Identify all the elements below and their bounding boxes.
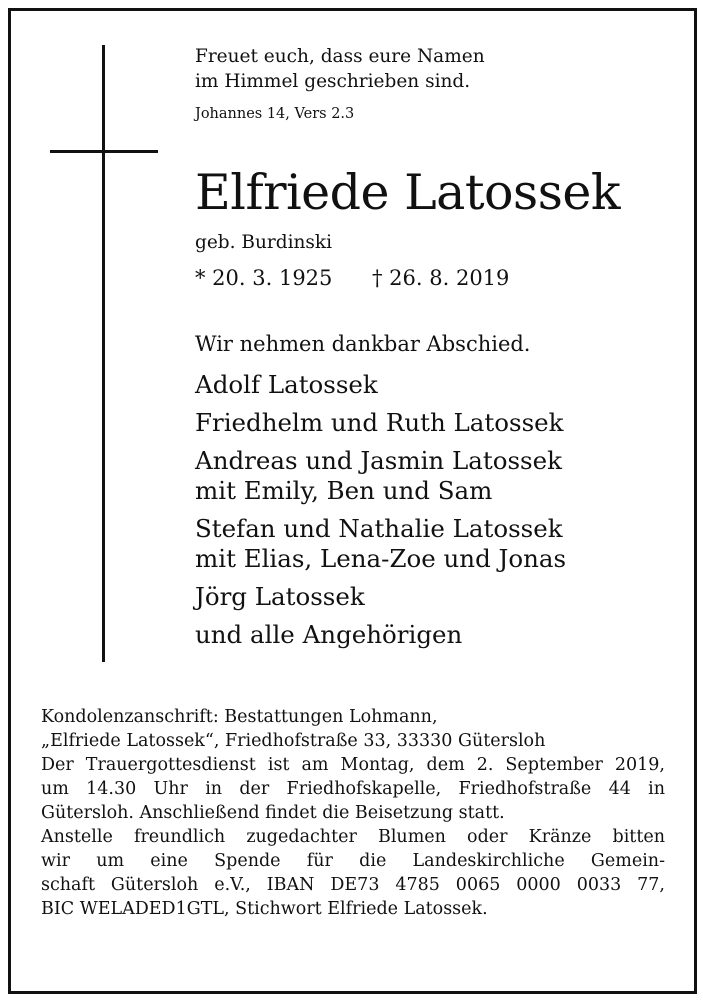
- death-date: † 26. 8. 2019: [372, 266, 510, 290]
- mourner-line: Friedhelm und Ruth Latossek: [195, 408, 564, 437]
- note-line: Anstelle freundlich zugedachter Blumen oder Kränze bitten: [41, 827, 665, 847]
- mourner-line: Andreas und Jasmin Latossek: [195, 446, 562, 475]
- farewell-text: Wir nehmen dankbar Abschied.: [195, 332, 531, 356]
- mourner-line: und alle Angehörigen: [195, 620, 463, 649]
- note-line: schaft Gütersloh e.V., IBAN DE73 4785 0065 0000 0033 77,: [41, 875, 665, 895]
- mourner-line: Adolf Latossek: [195, 370, 378, 399]
- bible-verse: [195, 44, 485, 94]
- service-info: [41, 753, 665, 825]
- notes-section: [41, 705, 665, 921]
- verse-line: im Himmel geschrieben sind.: [195, 71, 471, 92]
- mourner-line: mit Elias, Lena-Zoe und Jonas: [195, 544, 567, 573]
- condolence-address: [41, 705, 665, 753]
- note-line: Kondolenzanschrift: Bestattungen Lohmann,: [41, 707, 438, 727]
- note-line: BIC WELADED1GTL, Stichwort Elfriede Latossek.: [41, 899, 488, 919]
- birth-date: * 20. 3. 1925: [195, 266, 333, 290]
- mourner-line: mit Emily, Ben und Sam: [195, 476, 493, 505]
- donation-info: [41, 825, 665, 921]
- verse-line: Freuet euch, dass eure Namen: [195, 46, 485, 67]
- cross-icon: [102, 45, 105, 662]
- note-line: „Elfriede Latossek“, Friedhofstraße 33, 33330 Gütersloh: [41, 731, 546, 751]
- note-line: um 14.30 Uhr in der Friedhofskapelle, Friedhofstraße 44 in: [41, 779, 665, 799]
- note-line: wir um eine Spende für die Landeskirchliche Gemein-: [41, 851, 665, 871]
- note-line: Der Trauergottesdienst ist am Montag, dem 2. September 2019,: [41, 755, 665, 775]
- mourner-line: Stefan und Nathalie Latossek: [195, 514, 563, 543]
- deceased-name: Elfriede Latossek: [195, 164, 621, 221]
- mourners-list: [195, 370, 566, 650]
- mourner-line: Jörg Latossek: [195, 582, 365, 611]
- verse-reference: Johannes 14, Vers 2.3: [195, 106, 355, 122]
- note-line: Gütersloh. Anschließend findet die Beisetzung statt.: [41, 803, 505, 823]
- cross-icon-bar: [50, 150, 158, 153]
- birth-name: geb. Burdinski: [195, 232, 333, 253]
